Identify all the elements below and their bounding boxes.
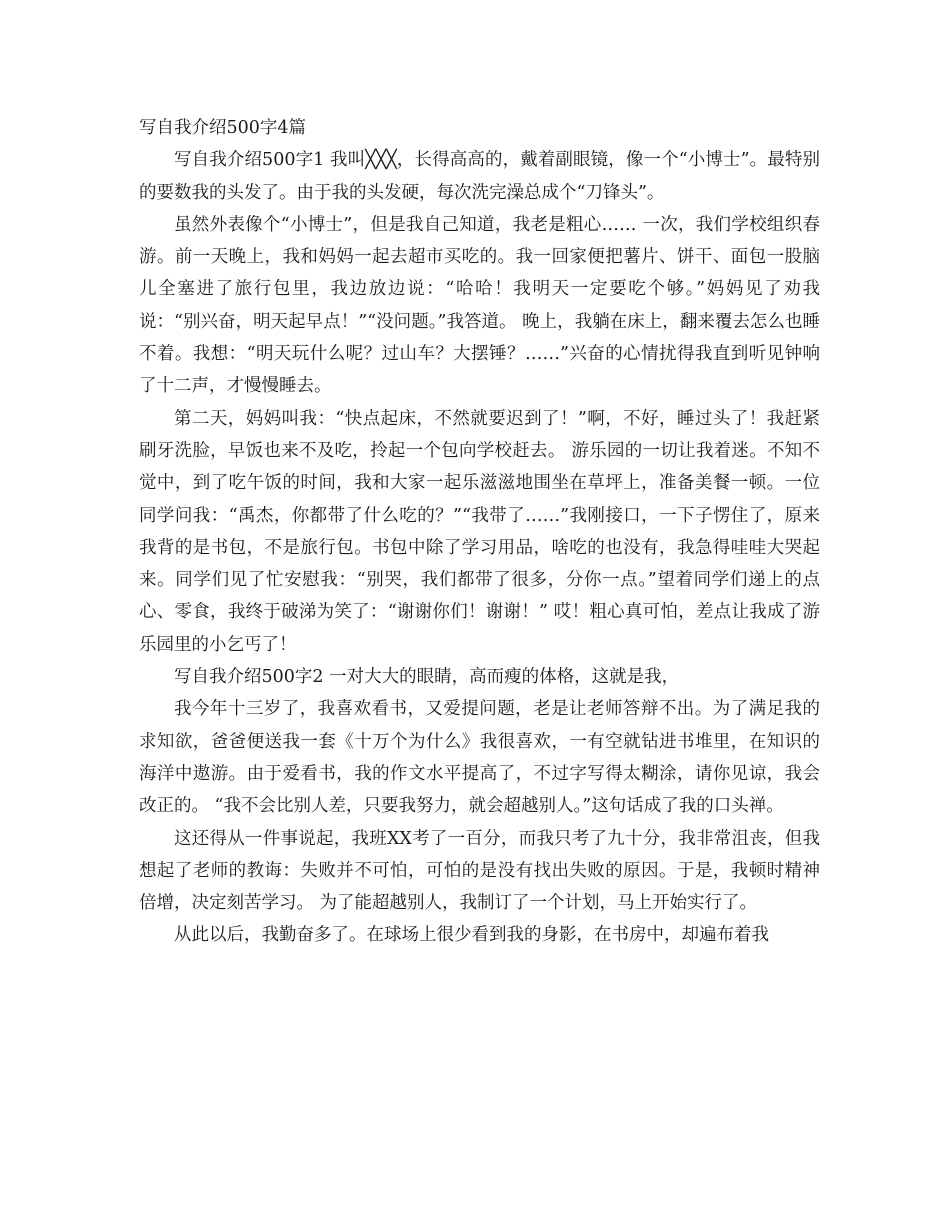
paragraph-3: 第二天，妈妈叫我：“快点起床，不然就要迟到了！”啊，不好，睡过头了！我赶紧刷牙洗脸，早饭也来不及吃，拎起一个包向学校赶去。 游乐园的一切让我着迷。不知不觉中，到了吃午饭的时间，我和大家一起乐滋滋地围坐在草坪上，准备美餐一顿。一位同学问我：“禹杰，你都带了什么吃的？”“我带了……”我刚接口，一下子愣住了，原来我背的是书包，不是旅行包。书包中除了学习用品，啥吃的也没有，我急得哇哇大哭起来。同学们见了忙安慰我：“别哭，我们都带了很多，分你一点。”望着同学们递上的点心、零食，我终于破涕为笑了：“谢谢你们！谢谢！” 哎！粗心真可怕，差点让我成了游乐园里的小乞丐了！ <box>139 408 820 655</box>
document-page <box>139 112 820 952</box>
document-title: 写自我介绍500字4篇 <box>139 118 307 138</box>
paragraph-5: 我今年十三岁了，我喜欢看书，又爱提问题，老是让老师答辩不出。为了满足我的求知欲，爸爸便送我一套《十万个为什么》我很喜欢，一有空就钻进书堆里，在知识的海洋中遨游。由于爱看书，我的作文水平提高了，不过字写得太糊涂，请你见谅，我会改正的。 “我不会比别人差，只要我努力，就会超越别人。”这句话成了我的口头禅。 <box>139 699 820 817</box>
paragraph-4: 写自我介绍500字2 一对大大的眼睛，高而瘦的体格，这就是我， <box>174 667 680 688</box>
paragraph-6: 这还得从一件事说起，我班XX考了一百分，而我只考了九十分，我非常沮丧，但我想起了老师的教诲：失败并不可怕，可怕的是没有找出失败的原因。于是，我顿时精神倍增，决定刻苦学习。 为了能超越别人，我制订了一个计划，马上开始实行了。 <box>139 828 820 914</box>
paragraph-7: 从此以后，我勤奋多了。在球场上很少看到我的身影，在书房中，却遍布着我 <box>174 925 769 946</box>
paragraph-2: 虽然外表像个“小博士”，但是我自己知道，我老是粗心…… 一次，我们学校组织春游。前一天晚上，我和妈妈一起去超市买吃的。我一回家便把薯片、饼干、面包一股脑儿全塞进了旅行包里，我边放边说：“哈哈！我明天一定要吃个够。”妈妈见了劝我说：“别兴奋，明天起早点！”“没问题。”我答道。 晚上，我躺在床上，翻来覆去怎么也睡不着。我想：“明天玩什么呢？过山车？大摆锤？……”兴奋的心情扰得我直到听见钟响了十二声，才慢慢睡去。 <box>139 214 820 397</box>
paragraph-1: 写自我介绍500字1 我叫╳╳╳，长得高高的，戴着副眼镜，像一个“小博士”。最特别的要数我的头发了。由于我的头发硬，每次洗完澡总成个“刀锋头”。 <box>139 150 820 203</box>
